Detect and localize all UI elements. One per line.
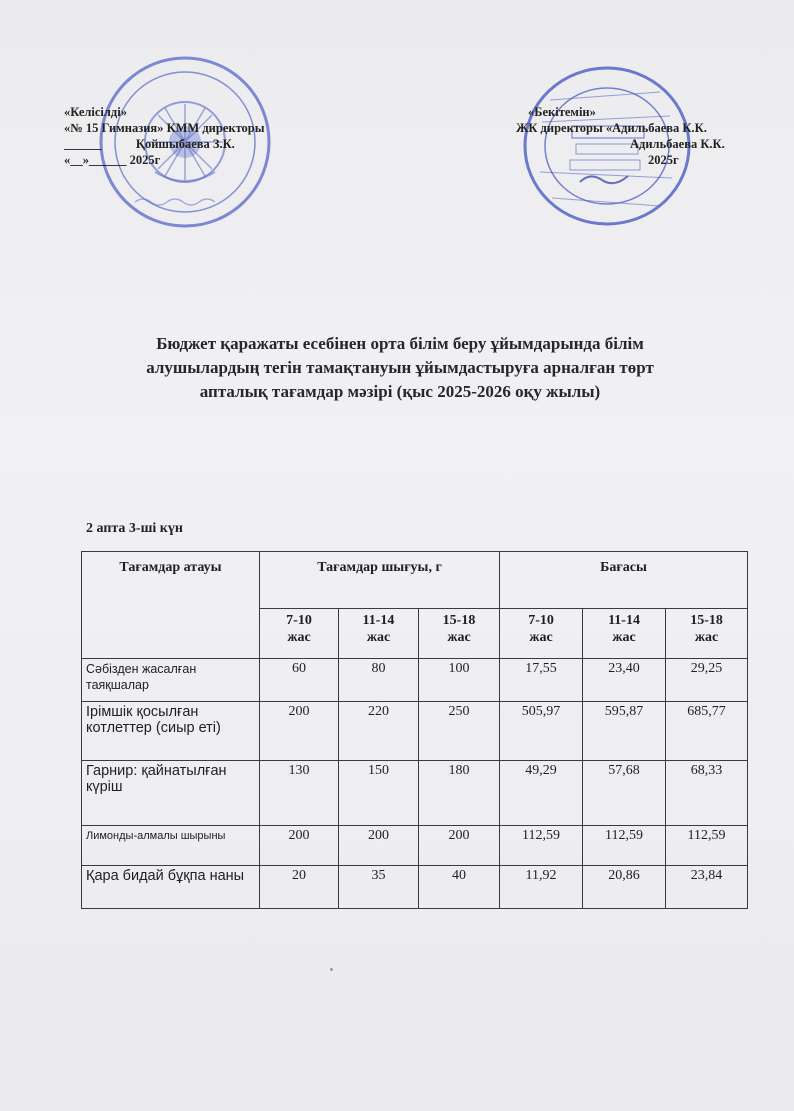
dish-name: Гарнир: қайнатылған күріш — [82, 761, 260, 826]
price-cell: 505,97 — [500, 702, 583, 761]
output-cell: 150 — [339, 761, 419, 826]
age-header: 11-14 жас — [583, 609, 666, 659]
output-cell: 250 — [419, 702, 500, 761]
table-row — [82, 659, 748, 702]
approval-block-left — [64, 104, 265, 168]
price-cell: 20,86 — [583, 866, 666, 909]
age-header: 7-10 жас — [500, 609, 583, 659]
approval-left-signature: ______ Қойшыбаева З.К. — [64, 137, 235, 151]
output-cell: 220 — [339, 702, 419, 761]
paper-speck — [330, 968, 333, 971]
price-cell: 112,59 — [583, 826, 666, 866]
header-output: Тағамдар шығуы, г — [260, 552, 500, 609]
title-line-3: апталық тағамдар мәзірі (қыс 2025-2026 оқу жылы) — [199, 382, 601, 401]
dish-name: Қара бидай бұқпа наны — [82, 866, 260, 909]
title-line-2: алушылардың тегін тамақтануын ұйымдастыруға арналған төрт — [146, 358, 654, 377]
age-header: 15-18 жас — [666, 609, 748, 659]
output-cell: 130 — [260, 761, 339, 826]
price-cell: 17,55 — [500, 659, 583, 702]
approval-right-position: ЖК директоры «Адильбаева К.К. — [516, 121, 707, 135]
price-cell: 595,87 — [583, 702, 666, 761]
title-line-1: Бюджет қаражаты есебінен орта білім беру ұйымдарында білім — [156, 334, 644, 353]
output-cell: 200 — [260, 826, 339, 866]
output-cell: 20 — [260, 866, 339, 909]
week-day-label: 2 апта 3-ші күн — [86, 521, 183, 536]
output-cell: 100 — [419, 659, 500, 702]
table-row — [82, 826, 748, 866]
age-header: 11-14 жас — [339, 609, 419, 659]
price-cell: 68,33 — [666, 761, 748, 826]
dish-name: Ірімшік қосылған котлеттер (сиыр еті) — [82, 702, 260, 761]
price-cell: 49,29 — [500, 761, 583, 826]
output-cell: 200 — [339, 826, 419, 866]
table-row — [82, 702, 748, 761]
price-cell: 23,40 — [583, 659, 666, 702]
approval-right-name: Адильбаева К.К. — [630, 137, 725, 151]
output-cell: 35 — [339, 866, 419, 909]
table-header-row — [82, 552, 748, 609]
header-price: Бағасы — [500, 552, 748, 609]
dish-name: Лимонды-алмалы шырыны — [82, 826, 260, 866]
menu-table — [81, 551, 748, 909]
approval-right-date: 2025г — [648, 153, 679, 167]
output-cell: 60 — [260, 659, 339, 702]
header-dish-name: Тағамдар атауы — [82, 552, 260, 659]
table-row — [82, 761, 748, 826]
output-cell: 40 — [419, 866, 500, 909]
output-cell: 180 — [419, 761, 500, 826]
table-row — [82, 866, 748, 909]
document-title — [100, 332, 700, 404]
dish-name: Сәбізден жасалған таяқшалар — [82, 659, 260, 702]
price-cell: 29,25 — [666, 659, 748, 702]
output-cell: 200 — [419, 826, 500, 866]
output-cell: 200 — [260, 702, 339, 761]
price-cell: 112,59 — [666, 826, 748, 866]
approval-block-right — [516, 104, 725, 168]
approval-left-date: «__»______ 2025г — [64, 153, 161, 167]
price-cell: 57,68 — [583, 761, 666, 826]
output-cell: 80 — [339, 659, 419, 702]
approval-right-label: «Бекітемін» — [528, 105, 596, 119]
approval-left-position: «№ 15 Гимназия» КММ директоры — [64, 121, 265, 135]
price-cell: 23,84 — [666, 866, 748, 909]
price-cell: 685,77 — [666, 702, 748, 761]
age-header: 7-10 жас — [260, 609, 339, 659]
approval-left-name: Қойшыбаева З.К. — [135, 137, 235, 151]
price-cell: 112,59 — [500, 826, 583, 866]
age-header: 15-18 жас — [419, 609, 500, 659]
price-cell: 11,92 — [500, 866, 583, 909]
approval-left-label: «Келісілді» — [64, 105, 127, 119]
